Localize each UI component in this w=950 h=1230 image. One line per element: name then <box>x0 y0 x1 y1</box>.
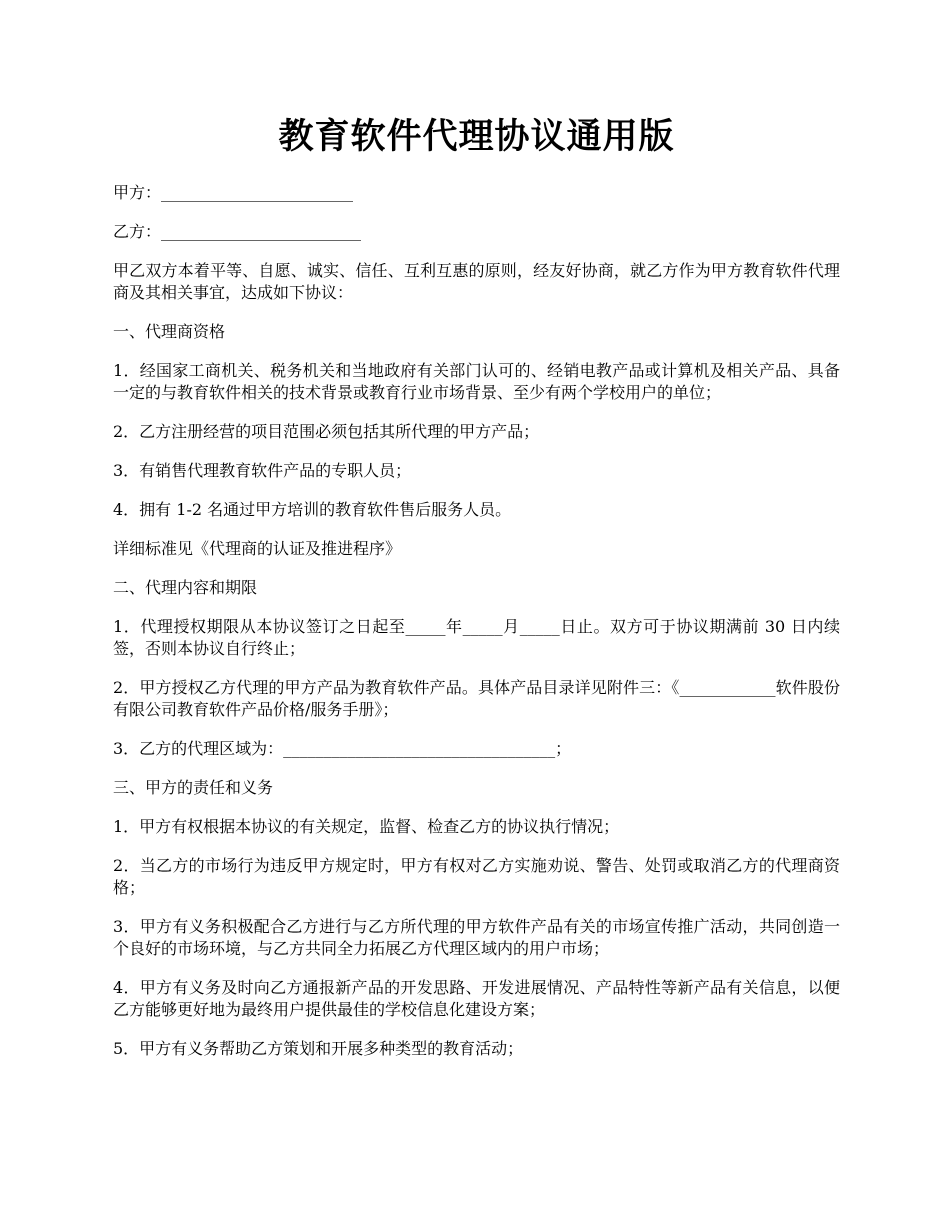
standard-reference: 详细标准见《代理商的认证及推进程序》 <box>113 539 402 558</box>
section-heading-party-a-duties: 三、甲方的责任和义务 <box>113 778 274 797</box>
section-heading-qualification: 一、代理商资格 <box>113 322 226 341</box>
clause-1-2: 2．乙方注册经营的项目范围必须包括其所代理的甲方产品； <box>113 422 540 441</box>
clause-3-2: 2．当乙方的市场行为违反甲方规定时，甲方有权对乙方实施劝说、警告、处罚或取消乙方的代理商资格； <box>113 856 840 897</box>
clause-3-4: 4．甲方有义务及时向乙方通报新产品的开发思路、开发进展情况、产品特性等新产品有关信息，以便乙方能够更好地为最终用户提供最佳的学校信息化建设方案； <box>113 978 840 1019</box>
section-heading-content-term: 二、代理内容和期限 <box>113 578 258 597</box>
clause-1-1: 1．经国家工商机关、税务机关和当地政府有关部门认可的、经销电教产品或计算机及相关产品、具备一定的与教育软件相关的技术背景或教育行业市场背景、至少有两个学校用户的单位； <box>113 361 840 402</box>
clause-1-3: 3．有销售代理教育软件产品的专职人员； <box>113 461 412 480</box>
clause-3-1: 1．甲方有权根据本协议的有关规定，监督、检查乙方的协议执行情况； <box>113 817 620 836</box>
clause-3-3: 3．甲方有义务积极配合乙方进行与乙方所代理的甲方软件产品有关的市场宣传推广活动，共同创造一个良好的市场环境，与乙方共同全力拓展乙方代理区域内的用户市场； <box>113 917 840 958</box>
preamble-paragraph: 甲乙双方本着平等、自愿、诚实、信任、互利互惠的原则，经友好协商，就乙方作为甲方教育软件代理商及其相关事宜，达成如下协议： <box>113 261 840 302</box>
clause-1-4: 4．拥有 1-2 名通过甲方培训的教育软件售后服务人员。 <box>113 500 512 519</box>
clause-2-1: 1．代理授权期限从本协议签订之日起至_____年_____月_____日止。双方可于协议期满前 30 日内续签，否则本协议自行终止； <box>113 617 840 658</box>
clause-2-2: 2．甲方授权乙方代理的甲方产品为教育软件产品。具体产品目录详见附件三：《____________软件股份有限公司教育软件产品价格/服务手册》； <box>113 678 840 719</box>
party-b-line: 乙方：_________________________ <box>113 222 362 241</box>
clause-2-3: 3．乙方的代理区域为：__________________________________； <box>113 739 572 758</box>
document-title: 教育软件代理协议通用版 <box>278 116 675 157</box>
clause-3-5: 5．甲方有义务帮助乙方策划和开展多种类型的教育活动； <box>113 1039 524 1058</box>
party-a-line: 甲方：________________________ <box>113 183 354 202</box>
